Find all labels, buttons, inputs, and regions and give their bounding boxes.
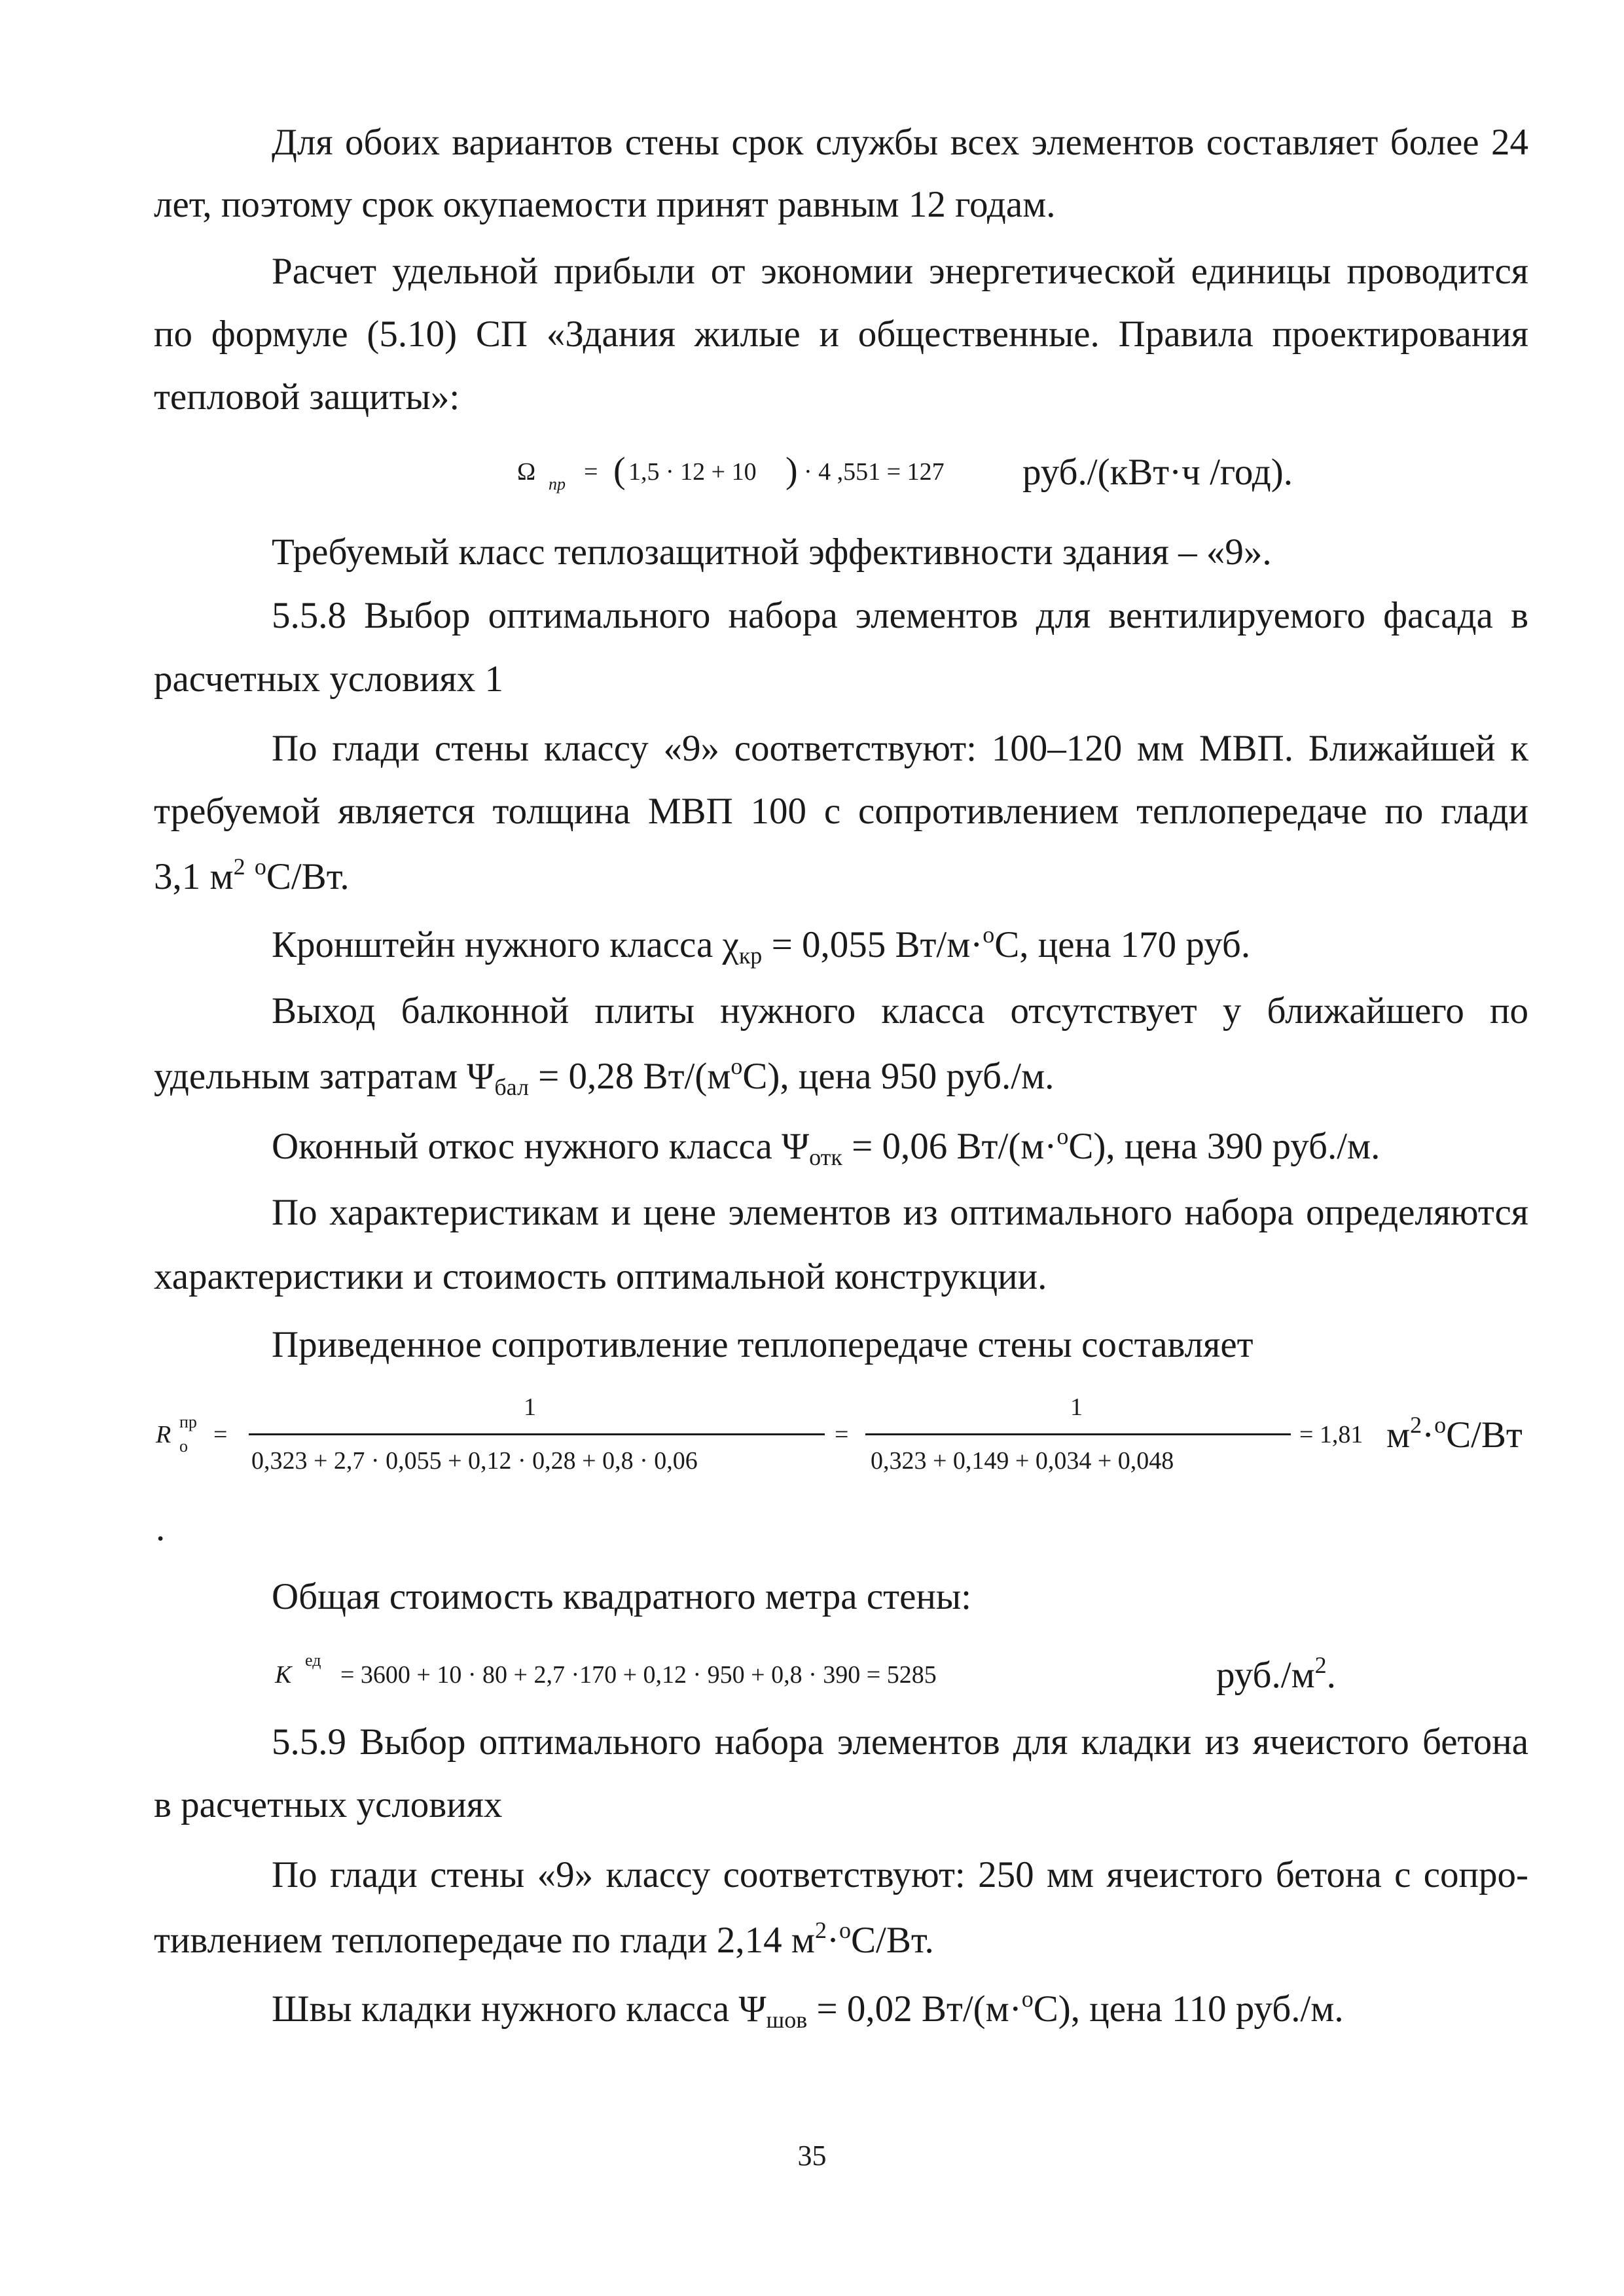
formula-equals: = [835,1421,849,1448]
formula-numerator: 1 [524,1393,536,1421]
formula-units: $м^2\cdot^oС/Вт$ [1386,1412,1523,1456]
formula-equals: = [213,1421,228,1448]
formula-expression: 1,5 · 12 + 10 [628,458,757,486]
fraction-bar [249,1433,825,1435]
formula-omega-subscript: пр [549,475,566,493]
paragraph-line: Для обоих вариантов стены срок службы всех элементов составляет более 24 [272,122,1528,163]
paragraph-line: Расчет удельной прибыли от экономии энергетической единицы проводится [272,251,1528,292]
paragraph-line: удельным затратам $\Psi_{бал} = 0,28$ $Вт/(м^oС)$, цена 950 руб./м. [154,1053,1055,1100]
paragraph-line: По характеристикам и цене элементов из оптимального набора определяются [272,1192,1528,1233]
section-heading-line: расчетных условиях 1 [154,658,504,700]
formula-result: · 4 ,551 = 127 [804,458,945,486]
section-heading-line: в расчетных условиях [154,1784,503,1825]
page-number: 35 [797,2140,827,2172]
stray-dot: . [156,1507,166,1549]
paragraph-line: лет, поэтому срок окупаемости принят равным 12 годам. [154,184,1056,225]
fraction-bar [865,1433,1291,1435]
formula-R: R [156,1421,171,1448]
section-heading-line: 5.5.8 Выбор оптимального набора элементов для вентилируемого фасада в [272,595,1528,636]
paragraph-line: Общая стоимость квадратного метра стены: [272,1576,972,1617]
formula-left-paren: ( [613,450,626,491]
paragraph-line: по формуле (5.10) СП «Здания жилые и общественные. Правила проектирования [154,314,1528,355]
paragraph-line: Приведенное сопротивление теплопередаче стены составляет [272,1324,1254,1365]
paragraph-line: 3,1 $м^2$ $^o$С/Вт. [154,853,350,897]
formula-units: руб./(кВт·ч /год). [1022,452,1293,493]
formula-K-superscript: ед [305,1651,321,1670]
formula-R-subscript: о [179,1437,188,1456]
paragraph-line: Кронштейн нужного класса $\chi_{кр} = 0,055$ Вт/м·$^o$С, цена 170 руб. [272,922,1251,969]
formula-result: = 1,81 [1299,1421,1363,1448]
paragraph-line: тепловой защиты»: [154,376,460,418]
paragraph-line: характеристики и стоимость оптимальной конструкции. [154,1256,1047,1297]
formula-denominator: 0,323 + 2,7 · 0,055 + 0,12 · 0,28 + 0,8 · 0,06 [251,1447,698,1475]
formula-equals: = [584,458,598,486]
formula-denominator: 0,323 + 0,149 + 0,034 + 0,048 [871,1447,1174,1475]
section-heading-line: 5.5.9 Выбор оптимального набора элементов для кладки из ячеистого бетона [272,1721,1528,1763]
formula-K: K [275,1661,292,1689]
paragraph-line: Швы кладки нужного класса $\Psi_{шов} = 0,02$ Вт/(м·$^o$С), цена 110 руб./м. [272,1986,1344,2033]
formula-expression: = 3600 + 10 · 80 + 2,7 ·170 + 0,12 · 950 + 0,8 · 390 = 5285 [340,1661,937,1689]
formula-units: $руб./м^2$. [1216,1652,1336,1696]
paragraph-line: Оконный откос нужного класса $\Psi_{отк} = 0,06$ Вт/(м·$^o$С), цена 390 руб./м. [272,1123,1380,1170]
paragraph-line: Выход балконной плиты нужного класса отсутствует у ближайшего по [272,990,1528,1031]
paragraph-line: требуемой является толщина МВП 100 с сопротивлением теплопередаче по глади [154,791,1528,832]
paragraph-line: По глади стены «9» классу соответствуют: 250 мм ячеистого бетона с сопро- [272,1854,1528,1895]
formula-numerator: 1 [1070,1393,1083,1421]
paragraph-line: Требуемый класс теплозащитной эффективности здания – «9». [272,531,1272,573]
formula-R-superscript: пр [179,1412,197,1431]
formula-right-paren: ) [785,450,798,491]
formula-omega: Ω [517,458,536,486]
paragraph-line: По глади стены классу «9» соответствуют: 100–120 мм МВП. Ближайшей к [272,728,1528,769]
paragraph-line: тивлением теплопередаче по глади 2,14 $м^2\cdot^oС/Вт$. [154,1917,934,1961]
